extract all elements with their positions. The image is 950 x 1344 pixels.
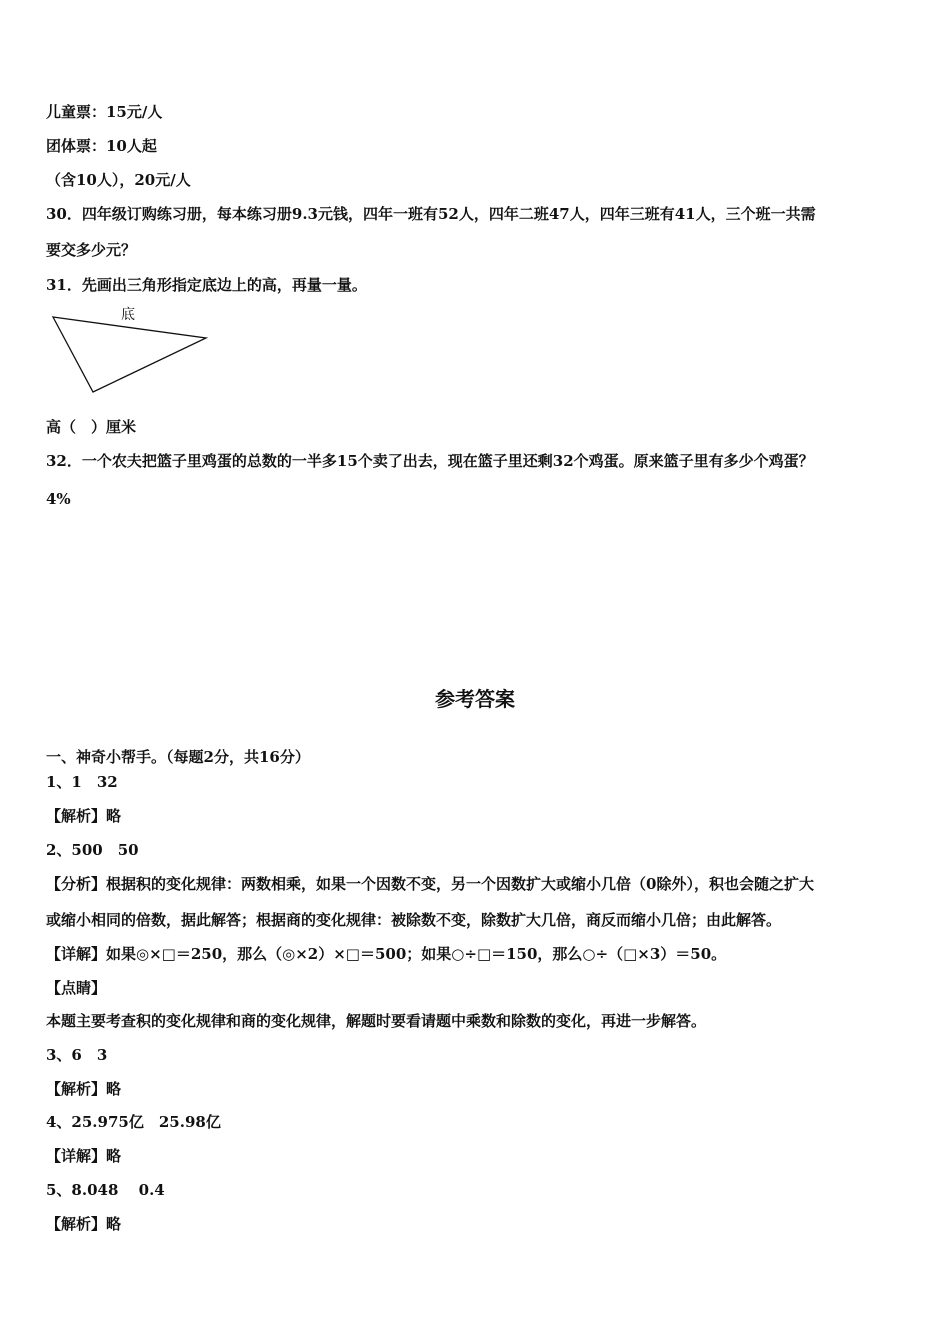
answer-3: 3、6 3 (46, 1046, 108, 1064)
answer-2-detail: 【详解】如果◎×□＝250，那么（◎×2）×□＝500；如果○÷□＝150，那么○÷（□×3）＝50。 (46, 945, 727, 963)
question-32: 32．一个农夫把篮子里鸡蛋的总数的一半多15个卖了出去，现在篮子里还剩32个鸡蛋。原来篮子里有多少个鸡蛋？ (46, 452, 814, 470)
triangle-shape (53, 317, 206, 392)
answer-2-point: 本题主要考查积的变化规律和商的变化规律，解题时要看请题中乘数和除数的变化，再进一步解答。 (46, 1012, 707, 1030)
triangle-base-label: 底 (121, 307, 135, 323)
percent-mark: 4% (46, 490, 71, 508)
answer-2-point-label: 【点睛】 (46, 979, 107, 997)
group-ticket-price: （含10人），20元/人 (46, 171, 191, 189)
group-ticket-rule: 团体票：10人起 (46, 137, 157, 155)
answer-5: 5、8.048 0.4 (46, 1181, 165, 1199)
child-ticket-price: 儿童票：15元/人 (46, 103, 163, 121)
answer-2-analysis-line1: 【分析】根据积的变化规律：两数相乘，如果一个因数不变，另一个因数扩大或缩小几倍（0除外），积也会随之扩大 (46, 875, 814, 893)
answer-1: 1、1 32 (46, 773, 118, 791)
question-30-line2: 要交多少元？ (46, 241, 137, 259)
answers-title: 参考答案 (435, 687, 515, 711)
answer-1-note: 【解析】略 (46, 807, 122, 825)
answer-2-analysis-line2: 或缩小相同的倍数，据此解答；根据商的变化规律：被除数不变，除数扩大几倍，商反而缩小几倍；由此解答。 (46, 911, 782, 929)
answer-4-note: 【详解】略 (46, 1147, 122, 1165)
answer-5-note: 【解析】略 (46, 1215, 122, 1233)
height-answer-blank: 高（ ）厘米 (46, 418, 137, 436)
answer-2: 2、500 50 (46, 841, 139, 859)
answer-3-note: 【解析】略 (46, 1080, 122, 1098)
section-1-heading: 一、神奇小帮手。（每题2分，共16分） (46, 748, 310, 766)
question-30-line1: 30．四年级订购练习册，每本练习册9.3元钱，四年一班有52人，四年二班47人，四年三班有41人，三个班一共需 (46, 205, 816, 223)
answer-4: 4、25.975亿 25.98亿 (46, 1113, 221, 1131)
question-31: 31．先画出三角形指定底边上的高，再量一量。 (46, 276, 367, 294)
